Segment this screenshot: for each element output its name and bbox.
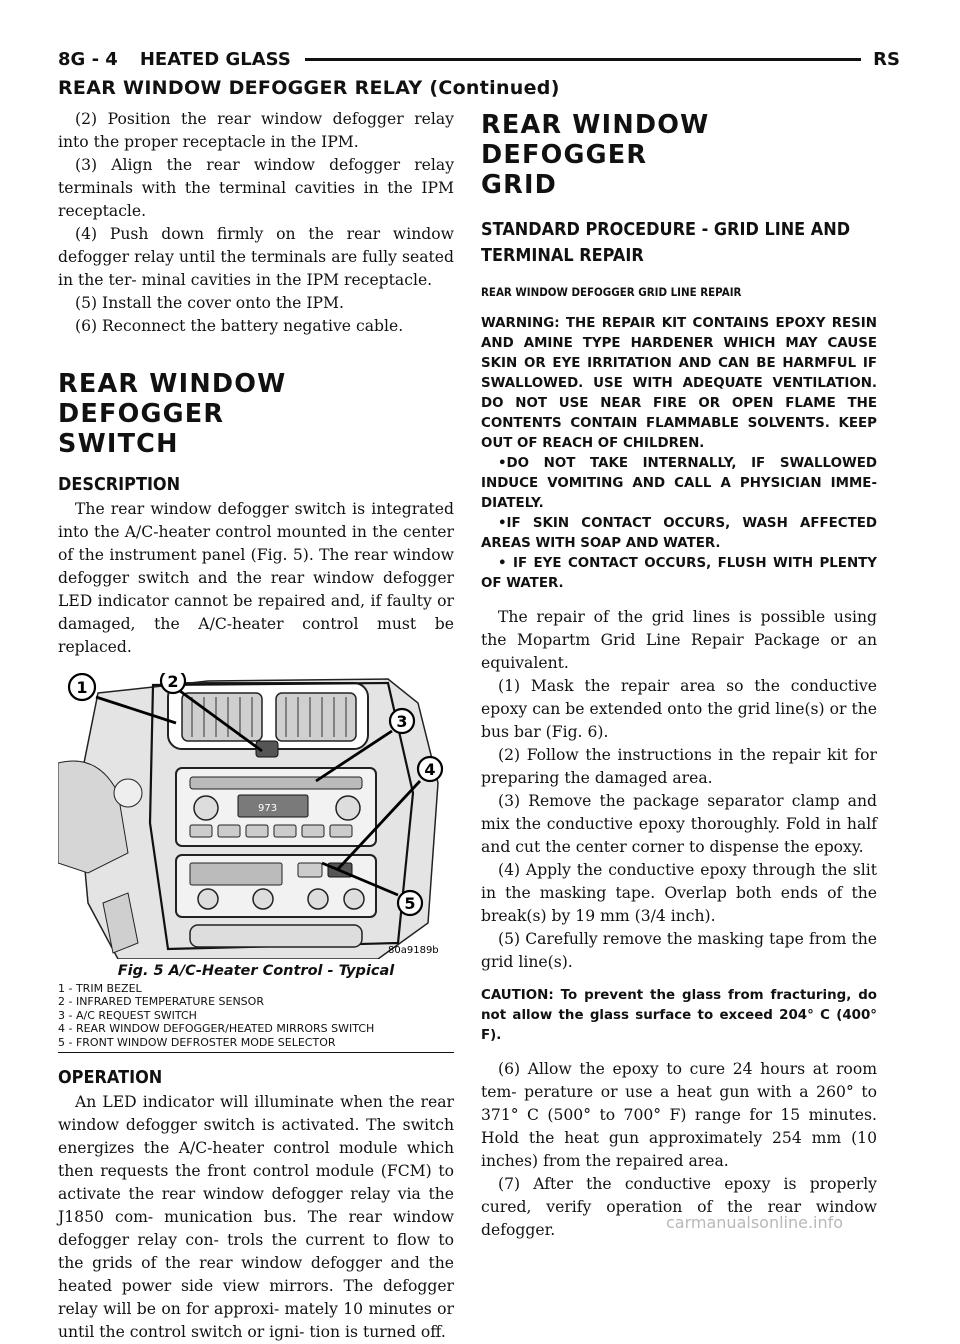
legend-item-1: 1 - TRIM BEZEL xyxy=(58,982,142,995)
figure-caption: Fig. 5 A/C-Heater Control - Typical xyxy=(117,963,395,979)
svg-text:1: 1 xyxy=(76,678,88,697)
relay-step-4: (4) Push down firmly on the rear window defogger relay until the terminals are fully seated in the ter- minal cavities in the IPM receptacle. xyxy=(58,225,454,289)
repair-step-5: (5) Carefully remove the masking tape from the grid line(s). xyxy=(481,930,877,971)
description-heading: DESCRIPTION xyxy=(58,475,181,495)
svg-text:973: 973 xyxy=(258,803,278,814)
chapter-title: HEATED GLASS xyxy=(139,48,291,70)
right-column xyxy=(481,108,877,1242)
legend-item-2: 2 - INFRARED TEMPERATURE SENSOR xyxy=(58,995,264,1009)
operation-heading: OPERATION xyxy=(58,1068,163,1089)
relay-step-6: (6) Reconnect the battery negative cable. xyxy=(75,317,404,335)
warning-text: WARNING: THE REPAIR KIT CONTAINS EPOXY RESIN AND AMINE TYPE HARDENER WHICH MAY CAUSE SKIN OR EYE IRRITATION AND CAN BE HARMFUL IF SWALLOWED. USE WITH ADEQUATE VENTILATION. DO NOT USE NEAR FIRE OR OPEN FLAME THE CONTENTS CONTAIN FLAMMABLE SOLVENTS. KEEP OUT OF REACH OF CHILDREN. xyxy=(481,316,877,451)
switch-title-line2: SWITCH xyxy=(58,429,179,459)
repair-step-7: (7) After the conductive epoxy is properly cured, verify operation of the rear window defogger. xyxy=(481,1175,877,1239)
section-number: 8G - 4 xyxy=(58,48,118,70)
grid-title-line2: GRID xyxy=(481,170,558,200)
repair-intro: The repair of the grid lines is possible using the Mopartm Grid Line Repair Package or an equivalent. xyxy=(481,608,877,672)
operation-text: An LED indicator will illuminate when the rear window defogger switch is activated. The switch energizes the A/C-heater control module which then requests the front control module (FCM) to activate the rear window defogger relay via the J1850 com- munication bus. The rear window defogger relay con- trols the current to flow to the grids of the rear window defogger and the heated power side view mirrors. The defogger relay will be on for approxi- mately 10 minutes or until the control switch or igni- tion is turned off. xyxy=(58,1093,454,1342)
grid-line-repair-subheading: REAR WINDOW DEFOGGER GRID LINE REPAIR xyxy=(481,286,742,299)
left-column xyxy=(58,108,454,1344)
legend-item-3: 3 - A/C REQUEST SWITCH xyxy=(58,1008,197,1022)
callout-3 xyxy=(390,709,414,733)
figure-5 xyxy=(58,673,454,959)
callout-4 xyxy=(418,757,442,781)
procedure-heading-line2: TERMINAL REPAIR xyxy=(481,246,644,266)
model-code: RS xyxy=(873,48,900,70)
repair-step-3: (3) Remove the package separator clamp and mix the conductive epoxy thoroughly. Fold in half and cut the center corner to dispense the epoxy. xyxy=(481,792,877,856)
relay-step-3: (3) Align the rear window defogger relay terminals with the terminal cavities in the IPM receptacle. xyxy=(58,156,454,220)
description-text: The rear window defogger switch is integrated into the A/C-heater control mounted in the center of the instrument panel (Fig. 5). The rear window defogger switch and the rear window defogger LED indicator cannot be repaired and, if faulty or damaged, the A/C-heater control must be replaced. xyxy=(58,500,454,656)
repair-step-4: (4) Apply the conductive epoxy through the slit in the masking tape. Overlap both ends of the break(s) by 19 mm (3/4 inch). xyxy=(481,861,877,925)
figure-legend xyxy=(58,982,454,1053)
continued-heading: REAR WINDOW DEFOGGER RELAY (Continued) xyxy=(58,77,560,99)
legend-item-4: 4 - REAR WINDOW DEFOGGER/HEATED MIRRORS SWITCH xyxy=(58,1022,375,1036)
callout-1 xyxy=(69,674,95,700)
repair-step-1: (1) Mask the repair area so the conductive epoxy can be extended onto the grid line(s) or the bus bar (Fig. 6). xyxy=(481,677,877,741)
caution-text: CAUTION: To prevent the glass from fracturing, do not allow the glass surface to exceed 204° C (400° F). xyxy=(481,988,877,1043)
grid-title-line1: REAR WINDOW DEFOGGER xyxy=(481,110,710,170)
header-rule xyxy=(305,58,861,61)
svg-text:2: 2 xyxy=(167,673,179,691)
svg-text:3: 3 xyxy=(396,712,408,731)
relay-step-2: (2) Position the rear window defogger relay into the proper receptacle in the IPM. xyxy=(58,110,454,151)
relay-step-5: (5) Install the cover onto the IPM. xyxy=(75,294,344,312)
watermark: carmanualsonline.info xyxy=(666,1213,844,1232)
callout-5 xyxy=(398,891,422,915)
warning-bullet-1: •DO NOT TAKE INTERNALLY, IF SWALLOWED INDUCE VOMITING AND CALL A PHYSICIAN IMME- DIATELY. xyxy=(481,456,877,511)
ac-heater-control-illustration xyxy=(58,673,454,959)
callout-2 xyxy=(161,673,185,693)
svg-text:5: 5 xyxy=(404,894,416,913)
repair-step-2: (2) Follow the instructions in the repair kit for preparing the damaged area. xyxy=(481,746,877,787)
repair-step-6: (6) Allow the epoxy to cure 24 hours at room tem- perature or use a heat gun with a 260° to 371° C (500° to 700° F) range for 15 minutes. Hold the heat gun approximately 254 mm (10 inches) from the repaired area. xyxy=(481,1060,877,1170)
procedure-heading-line1: STANDARD PROCEDURE - GRID LINE AND xyxy=(481,220,851,240)
switch-title-line1: REAR WINDOW DEFOGGER xyxy=(58,369,287,429)
warning-bullet-3: • IF EYE CONTACT OCCURS, FLUSH WITH PLENTY OF WATER. xyxy=(481,556,877,591)
figure-code: 80a9189b xyxy=(388,945,439,956)
svg-text:4: 4 xyxy=(424,760,436,779)
legend-item-5: 5 - FRONT WINDOW DEFROSTER MODE SELECTOR xyxy=(58,1035,336,1049)
warning-bullet-2: •IF SKIN CONTACT OCCURS, WASH AFFECTED AREAS WITH SOAP AND WATER. xyxy=(481,516,877,551)
page-header xyxy=(58,45,900,73)
